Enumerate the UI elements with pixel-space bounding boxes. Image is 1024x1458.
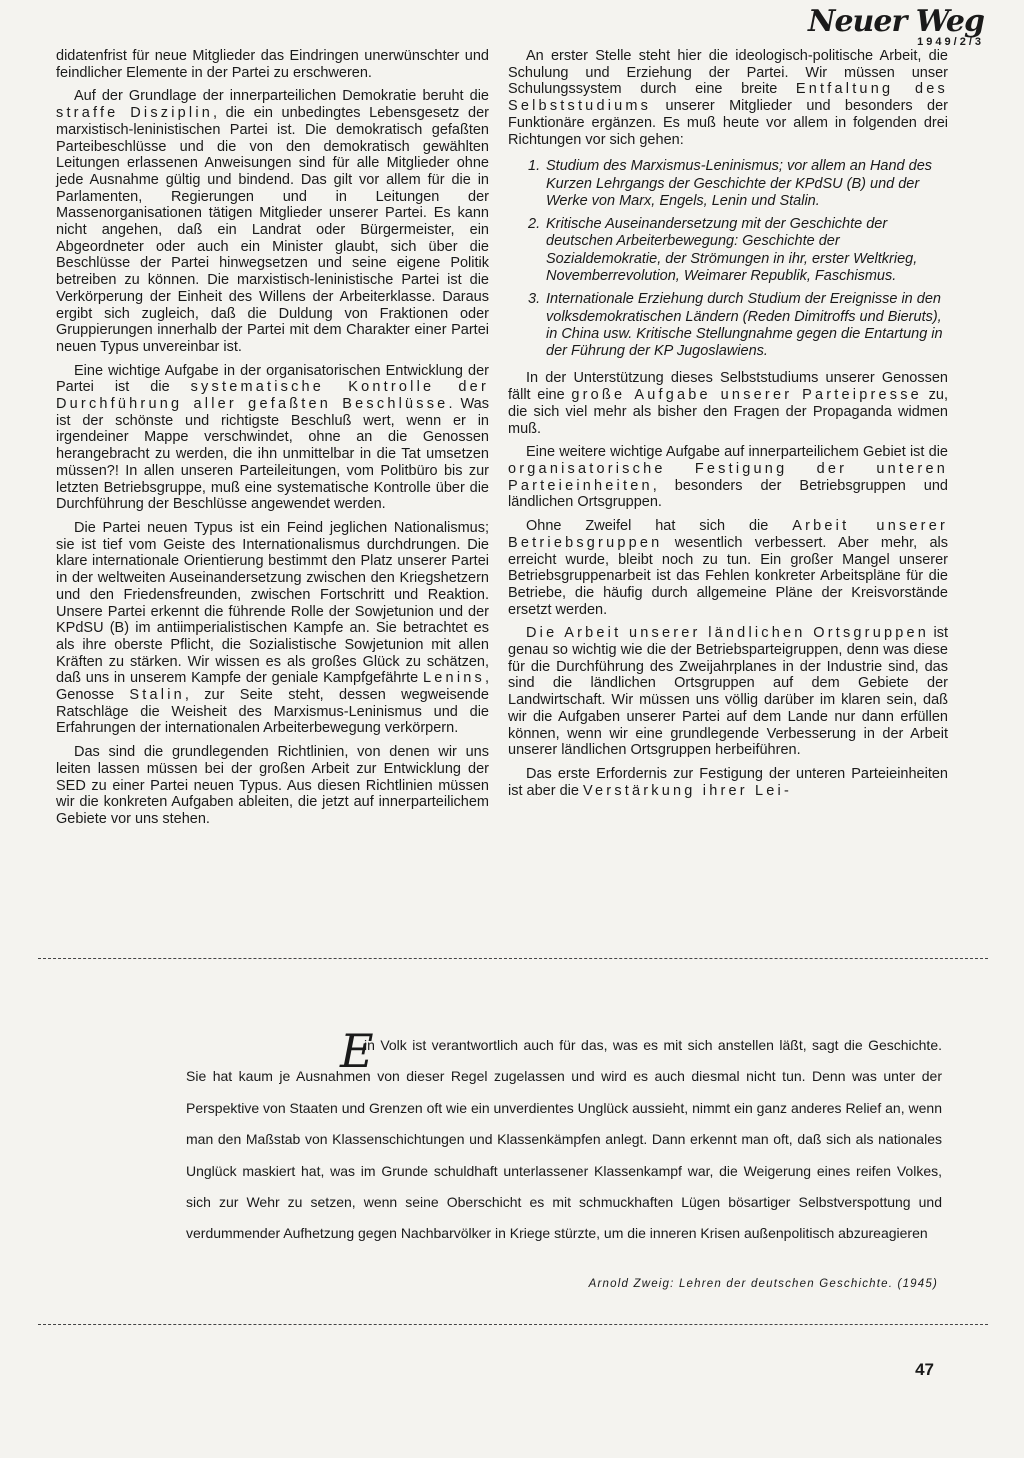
- task-list: [508, 158, 948, 360]
- quote-initial: E: [340, 1024, 374, 1078]
- masthead: [808, 6, 984, 48]
- right-column: [508, 48, 948, 806]
- paragraph: Ohne Zweifel hat sich die Arbeit unserer Betriebsgruppen wesentlich verbessert. Aber mehr, als erreicht wurde, bleibt noch zu tun. Ein großer Mangel unserer Betriebsgruppenarbeit ist das Fehlen konkreter Arbeitspläne für die Betriebe, die häufig durch allgemeine Pläne der Kreisvorstände ersetzt werden.: [508, 518, 949, 618]
- list-item: 2. Kritische Auseinandersetzung mit der Geschichte der deutschen Arbeiterbewegung: Geschichte der Sozialdemokratie, der Strömungen in ihr, erster Weltkrieg, Novemberrevolution, Weimarer Republik, Faschismus.: [528, 216, 918, 284]
- divider-bottom: [38, 1324, 988, 1325]
- paragraph: In der Unterstützung dieses Selbststudiums unserer Genossen fällt eine große Aufgabe unserer Parteipresse zu, die sich viel mehr als bisher den Fragen der Propaganda widmen muß.: [508, 370, 948, 437]
- paragraph: Die Partei neuen Typus ist ein Feind jeglichen Nationalismus; sie ist tief vom Geiste des Internationalismus durchdrungen. Die klare internationale Orientierung bestimmt den Platz unserer Partei in der weltweiten Auseinandersetzung zwischen den Kriegshetzern und den Friedensfreunden, zwischen Fortschritt und Reaktion. Unsere Partei erkennt die führende Rolle der Sowjetunion und der KPdSU (B) im antiimperialistischen Kampfe an. Sie betrachtet es als ihre oberste Pflicht, die Sozialistische Sowjetunion mit allen Kräften zu stärken. Wir wissen es als großes Glück zu schätzen, daß uns in unserem Kampfe der geniale Kampfgefährte Lenins, Genosse Stalin, zur Seite steht, dessen wegweisende Ratschläge die Weisheit des Marxismus-Leninismus und die Erfahrungen der internationalen Arbeiterbewegung verkörpern.: [56, 519, 489, 737]
- page-number: 47: [915, 1360, 934, 1379]
- paragraph: An erster Stelle steht hier die ideologisch-politische Arbeit, die Schulung und Erziehung der Partei. Wir müssen unser Schulungssystem durch eine breite Entfaltung des Selbststudiums unserer Mitglieder und besonders der Funktionäre ergänzen. Es muß heute vor allem in folgenden drei Richtungen vor sich gehen:: [508, 48, 948, 148]
- left-column: [56, 48, 489, 835]
- masthead-title: Neuer Weg: [808, 4, 984, 39]
- quote-text: in Volk ist verantwortlich auch für das, was es mit sich anstellen läßt, sagt die Geschichte. Sie hat kaum je Ausnahmen von dieser Regel zugelassen und wird es auch diesmal nicht tun. Denn was unter der Perspektive von Staaten und Grenzen oft wie ein unverdientes Unglück aussieht, nimmt ein ganz anderes Relief an, wenn man den Maßstab von Klassenschichtungen und Klassenkämpfen anlegt. Dann erkennt man oft, daß sich als nationales Unglück maskiert hat, was im Grunde schuldhaft unterlassener Klassenkampf war, die Weigerung eines reifen Volkes, sich zur Wehr zu setzen, wenn seine Oberschicht es mit schmuckhaften Lügen bösartiger Selbstverspottung und verdummender Aufhetzung gegen Nachbarvölker in Kriege stürzte, um die inneren Krisen außenpolitisch abzureagieren: [186, 1037, 942, 1242]
- paragraph: Auf der Grundlage der innerparteilichen Demokratie beruht die straffe Disziplin, die ein unbedingtes Lebensgesetz der marxistisch-leninistischen Partei ist. Die demokratisch gefaßten Parteibeschlüsse und die von den demokratisch gewählten Leitungen erlassenen Anweisungen sind für alle Mitglieder ohne jede Ausnahme gültig und bindend. Das gilt vor allem für die in Parlamenten, Regierungen und in Leitungen der Massenorganisationen tätigen Mitglieder unserer Partei. Es kann nicht angehen, daß ein Landrat oder Bürgermeister, ein Abgeordneter oder auch ein Minister glaubt, sich über die Beschlüsse der Partei hinwegsetzen und seine eigene Politik betreiben zu können. Die marxistisch-leninistische Partei ist die Verkörperung der Einheit des Willens der Arbeiterklasse. Daraus ergibt sich zugleich, daß die Duldung von Fraktionen oder Gruppierungen innerhalb der Partei mit dem Charakter einer Partei neuen Typus unvereinbar ist.: [56, 88, 489, 355]
- quote-source: Arnold Zweig: Lehren der deutschen Geschichte. (1945): [588, 1278, 938, 1290]
- issue-number: 1949/2/3: [917, 36, 984, 48]
- divider-top: [38, 958, 988, 959]
- list-item: 3. Internationale Erziehung durch Studium der Ereignisse in den volksdemokratischen Ländern (Reden Dimitroffs und Bieruts), in China usw. Kritische Stellungnahme gegen die Entartung in der Führung der KP Jugoslawiens.: [528, 291, 943, 360]
- paragraph: Eine wichtige Aufgabe in der organisatorischen Entwicklung der Partei ist die systematische Kontrolle der Durchführung aller gefaßten Beschlüsse. Was ist der schönste und richtigste Beschluß wert, wenn er in irgendeiner Mappe verschwindet, ohne an die Genossen herangebracht zu werden, die ihn unmittelbar in die Tat umsetzen müssen?! In allen unseren Parteileitungen, vom Politbüro bis zur letzten Betriebsgruppe, muß eine systematische Kontrolle über die Durchführung der Beschlüsse angewendet werden.: [56, 362, 489, 513]
- list-item: 1. Studium des Marxismus-Leninismus; vor allem an Hand des Kurzen Lehrgangs der Geschichte der KPdSU (B) und der Werke von Marx, Engels, Lenin und Stalin.: [528, 158, 933, 209]
- paragraph: Das erste Erfordernis zur Festigung der unteren Parteieinheiten ist aber die Verstärkung ihrer Lei-: [508, 765, 948, 799]
- paragraph: didatenfrist für neue Mitglieder das Eindringen unerwünschter und feindlicher Elemente in der Partei zu erschweren.: [56, 48, 489, 81]
- quote-block: [186, 1024, 942, 1250]
- paragraph: Das sind die grundlegenden Richtlinien, von denen wir uns leiten lassen müssen bei der großen Arbeit zur Entwicklung der SED zu einer Partei neuen Typus. Aus diesen Richtlinien müssen wir die konkreten Aufgaben ableiten, die jetzt auf innerparteilichem Gebiete vor uns stehen.: [56, 744, 489, 827]
- paragraph: Die Arbeit unserer ländlichen Ortsgruppen ist genau so wichtig wie die der Betriebsparteigruppen, denn was diese für die Durchführung des Zweijahrplanes in der Industrie sind, das sind die ländlichen Ortsgruppen auf dem Gebiete der Landwirtschaft. Wir müssen uns völlig darüber im klaren sein, daß wir die Aufgaben unserer Partei auf dem Lande nur dann erfüllen können, wenn wir eine grundlegende Verbesserung in der Arbeit unserer ländlichen Ortsgruppen herbeiführen.: [508, 625, 948, 759]
- paragraph: Eine weitere wichtige Aufgabe auf innerparteilichem Gebiet ist die organisatorische Festigung der unteren Parteieinheiten, besonders der Betriebsgruppen und ländlichen Ortsgruppen.: [508, 444, 948, 511]
